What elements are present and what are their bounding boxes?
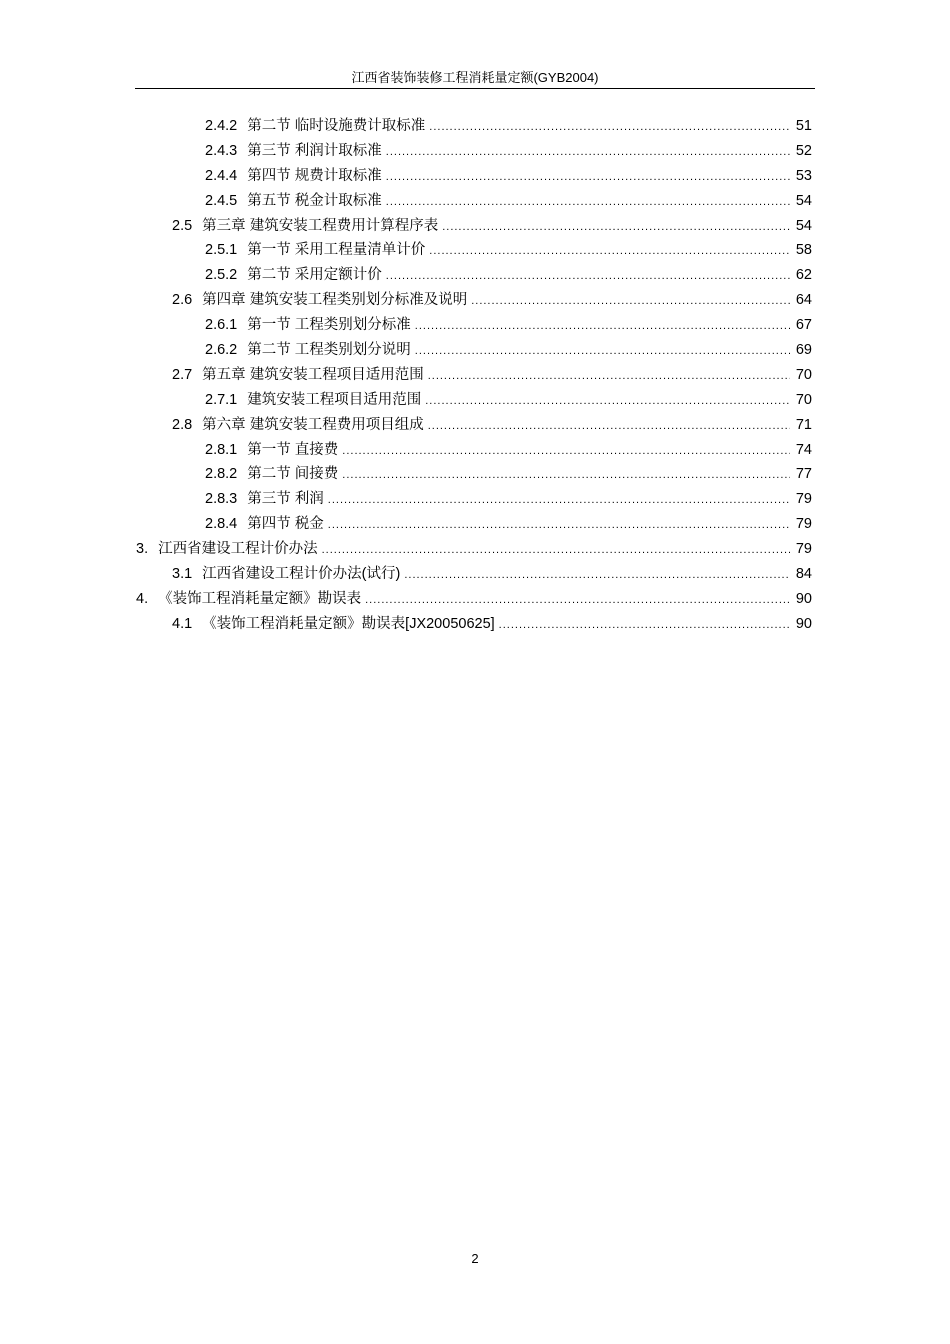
toc-entry-page: 77 xyxy=(795,466,812,483)
toc-dot-leader xyxy=(386,164,790,189)
toc-dot-leader xyxy=(386,139,790,164)
toc-dot-leader xyxy=(428,363,790,388)
toc-entry[interactable] xyxy=(0,612,950,637)
toc-entry[interactable] xyxy=(0,189,950,214)
toc-entry[interactable] xyxy=(0,562,950,587)
toc-entry-number: 2.4.3 xyxy=(205,142,238,159)
toc-entry-page: 71 xyxy=(795,416,812,433)
toc-dot-leader xyxy=(386,263,790,288)
toc-entry-title: 《装饰工程消耗量定额》勘误表 xyxy=(158,590,362,607)
toc-entry-title: 《装饰工程消耗量定额》勘误表[JX20050625] xyxy=(202,615,495,632)
toc-entry[interactable] xyxy=(0,313,950,338)
toc-entry[interactable] xyxy=(0,388,950,413)
toc-dot-leader xyxy=(471,288,790,313)
toc-dot-leader xyxy=(428,413,790,438)
toc-entry-number: 2.8.2 xyxy=(205,466,238,483)
toc-entry-number: 2.5.1 xyxy=(205,242,238,259)
toc-dot-leader xyxy=(425,388,790,413)
toc-entry-title: 第三节 利润 xyxy=(247,491,324,508)
toc-entry-title: 第一节 工程类别划分标准 xyxy=(247,317,411,334)
toc-entry-title: 第一节 采用工程量清单计价 xyxy=(247,242,426,259)
toc-entry-page: 84 xyxy=(795,566,812,583)
toc-dot-leader xyxy=(415,313,790,338)
toc-entry-page: 54 xyxy=(795,217,812,234)
toc-entry[interactable] xyxy=(0,462,950,487)
toc-entry-page: 90 xyxy=(795,590,812,607)
toc-entry-page: 79 xyxy=(795,491,812,508)
page-header: 江西省装饰装修工程消耗量定额(GYB2004) xyxy=(351,70,599,85)
toc-entry-title: 江西省建设工程计价办法(试行) xyxy=(202,566,401,583)
toc-entry-title: 第六章 建筑安装工程费用项目组成 xyxy=(202,416,424,433)
toc-entry-number: 2.8.3 xyxy=(205,491,238,508)
toc-dot-leader xyxy=(328,512,790,537)
toc-entry-title: 第二节 采用定额计价 xyxy=(247,267,382,284)
toc-entry-number: 2.6 xyxy=(172,292,193,309)
toc-entry[interactable] xyxy=(0,238,950,263)
toc-entry[interactable] xyxy=(0,214,950,239)
toc-entry-page: 51 xyxy=(795,118,812,134)
toc-entry-title: 第二节 工程类别划分说明 xyxy=(247,342,411,359)
toc-entry[interactable] xyxy=(0,413,950,438)
toc-entry[interactable] xyxy=(0,288,950,313)
toc-dot-leader xyxy=(404,562,790,587)
toc-entry-page: 54 xyxy=(795,192,812,209)
table-of-contents xyxy=(0,114,950,637)
toc-dot-leader xyxy=(429,114,790,139)
toc-entry-number: 3.1 xyxy=(172,566,193,583)
toc-entry-number: 2.7 xyxy=(172,366,193,383)
toc-dot-leader xyxy=(499,612,790,637)
toc-entry-number: 2.7.1 xyxy=(205,391,238,408)
toc-entry[interactable] xyxy=(0,512,950,537)
toc-entry[interactable] xyxy=(0,263,950,288)
toc-entry-number: 2.8.4 xyxy=(205,516,238,533)
toc-entry-page: 62 xyxy=(795,267,812,284)
header-rule xyxy=(135,88,815,89)
toc-entry-title: 第三节 利润计取标准 xyxy=(247,142,382,159)
toc-entry-title: 第三章 建筑安装工程费用计算程序表 xyxy=(202,217,439,234)
toc-dot-leader xyxy=(415,338,790,363)
toc-dot-leader xyxy=(429,238,790,263)
toc-entry-title: 第五节 税金计取标准 xyxy=(247,192,382,209)
toc-entry-number: 2.8 xyxy=(172,416,193,433)
toc-entry-number: 2.4.4 xyxy=(205,167,238,184)
toc-entry-title: 第四节 税金 xyxy=(247,516,324,533)
toc-entry-number: 4.1 xyxy=(172,615,193,632)
toc-entry-number: 2.4.2 xyxy=(205,118,238,134)
toc-entry-page: 53 xyxy=(795,167,812,184)
toc-entry-page: 74 xyxy=(795,441,812,458)
toc-entry-page: 58 xyxy=(795,242,812,259)
toc-entry-page: 52 xyxy=(795,142,812,159)
toc-entry-page: 79 xyxy=(795,516,812,533)
toc-entry-number: 2.8.1 xyxy=(205,441,238,458)
toc-entry-number: 4. xyxy=(136,590,149,607)
toc-entry[interactable] xyxy=(0,139,950,164)
toc-entry-page: 67 xyxy=(795,317,812,334)
toc-entry-title: 第一节 直接费 xyxy=(247,441,339,458)
toc-entry-page: 90 xyxy=(795,615,812,632)
toc-entry[interactable] xyxy=(0,438,950,463)
toc-entry-title: 第四章 建筑安装工程类别划分标准及说明 xyxy=(202,292,468,309)
toc-dot-leader xyxy=(442,214,790,239)
toc-entry-page: 70 xyxy=(795,366,812,383)
toc-dot-leader xyxy=(328,487,790,512)
toc-entry-page: 64 xyxy=(795,292,812,309)
toc-entry[interactable] xyxy=(0,338,950,363)
toc-entry-page: 70 xyxy=(795,391,812,408)
toc-dot-leader xyxy=(365,587,790,612)
toc-entry-number: 2.5.2 xyxy=(205,267,238,284)
toc-entry[interactable] xyxy=(0,587,950,612)
toc-dot-leader xyxy=(342,438,790,463)
toc-dot-leader xyxy=(322,537,790,562)
toc-entry-number: 2.6.1 xyxy=(205,317,238,334)
toc-entry-title: 第二节 间接费 xyxy=(247,466,339,483)
toc-entry-title: 建筑安装工程项目适用范围 xyxy=(247,391,422,408)
toc-dot-leader xyxy=(342,462,790,487)
page-number: 2 xyxy=(471,1251,479,1266)
toc-dot-leader xyxy=(386,189,790,214)
toc-entry[interactable] xyxy=(0,114,950,139)
toc-entry-title: 第二节 临时设施费计取标准 xyxy=(247,118,426,134)
toc-entry[interactable] xyxy=(0,537,950,562)
toc-entry-title: 第五章 建筑安装工程项目适用范围 xyxy=(202,366,424,383)
toc-entry-number: 3. xyxy=(136,541,149,558)
toc-entry[interactable] xyxy=(0,363,950,388)
toc-entry-number: 2.4.5 xyxy=(205,192,238,209)
toc-entry-title: 江西省建设工程计价办法 xyxy=(158,541,318,558)
toc-entry-number: 2.5 xyxy=(172,217,193,234)
toc-entry-page: 69 xyxy=(795,342,812,359)
toc-entry-title: 第四节 规费计取标准 xyxy=(247,167,382,184)
toc-entry[interactable] xyxy=(0,164,950,189)
toc-entry-number: 2.6.2 xyxy=(205,342,238,359)
toc-entry-page: 79 xyxy=(795,541,812,558)
toc-entry[interactable] xyxy=(0,487,950,512)
